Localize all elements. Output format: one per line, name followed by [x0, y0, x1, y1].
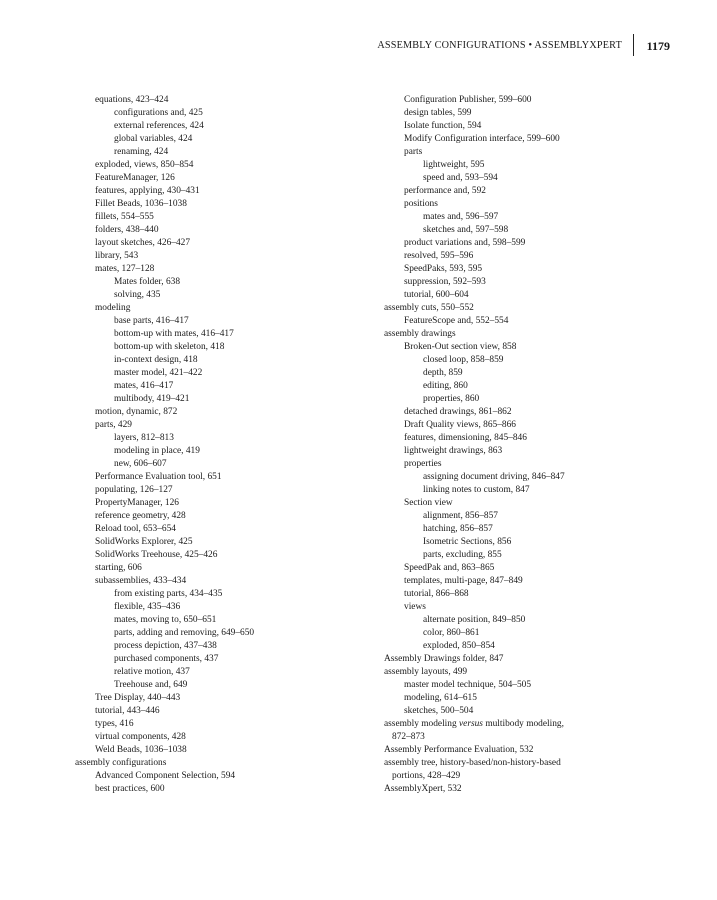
index-entry: flexible, 435–436	[114, 602, 181, 612]
index-entry: Configuration Publisher, 599–600	[404, 95, 532, 105]
index-entry: positions	[404, 199, 438, 209]
index-entry: base parts, 416–417	[114, 316, 189, 326]
index-entry: AssemblyXpert, 532	[384, 784, 462, 794]
index-entry: reference geometry, 428	[95, 511, 186, 521]
page-number: 1179	[646, 39, 670, 53]
index-entry: detached drawings, 861–862	[404, 407, 512, 417]
index-entry: layers, 812–813	[114, 433, 174, 443]
index-entry: speed and, 593–594	[423, 173, 498, 183]
index-entry: SpeedPak and, 863–865	[404, 563, 495, 573]
index-entry: motion, dynamic, 872	[95, 407, 178, 417]
index-entry: alternate position, 849–850	[423, 615, 526, 625]
index-entry: FeatureManager, 126	[95, 173, 175, 183]
index-entry: lightweight drawings, 863	[404, 446, 503, 456]
index-entry: assembly configurations	[75, 758, 167, 768]
index-entry: modeling in place, 419	[114, 446, 200, 456]
index-entry: Modify Configuration interface, 599–600	[404, 134, 560, 144]
index-entry: properties	[404, 459, 442, 469]
index-column-left	[75, 94, 375, 796]
index-entry: types, 416	[95, 719, 134, 729]
index-entry: design tables, 599	[404, 108, 472, 118]
index-entry: master model technique, 504–505	[404, 680, 532, 690]
index-entry: lightweight, 595	[423, 160, 485, 170]
index-entry: from existing parts, 434–435	[114, 589, 223, 599]
index-entry: SolidWorks Treehouse, 425–426	[95, 550, 218, 560]
index-entry: portions, 428–429	[392, 771, 461, 781]
index-entry: parts, excluding, 855	[423, 550, 502, 560]
index-entry: depth, 859	[423, 368, 463, 378]
index-entry: Isolate function, 594	[404, 121, 482, 131]
index-entry: Assembly Performance Evaluation, 532	[384, 745, 534, 755]
index-entry: purchased components, 437	[114, 654, 219, 664]
index-entry: exploded, views, 850–854	[95, 160, 194, 170]
index-entry: library, 543	[95, 251, 139, 261]
index-entry: assembly tree, history-based/non-history-based	[384, 758, 561, 768]
index-entry: Section view	[404, 498, 453, 508]
index-entry: starting, 606	[95, 563, 142, 573]
index-entry: modeling, 614–615	[404, 693, 477, 703]
index-entry: Broken-Out section view, 858	[404, 342, 517, 352]
index-entry: exploded, 850–854	[423, 641, 495, 651]
index-column-right	[384, 94, 684, 796]
index-entry: sketches and, 597–598	[423, 225, 509, 235]
index-entry: features, applying, 430–431	[95, 186, 200, 196]
index-entry: configurations and, 425	[114, 108, 203, 118]
index-entry: layout sketches, 426–427	[95, 238, 191, 248]
index-entry: mates, moving to, 650–651	[114, 615, 217, 625]
index-entry: master model, 421–422	[114, 368, 203, 378]
index-entry: resolved, 595–596	[404, 251, 474, 261]
index-entry: Mates folder, 638	[114, 277, 181, 287]
index-entry: Weld Beads, 1036–1038	[95, 745, 187, 755]
index-entry: tutorial, 600–604	[404, 290, 469, 300]
index-entry: assembly drawings	[384, 329, 456, 339]
index-entry: folders, 438–440	[95, 225, 159, 235]
index-entry-text: assembly modeling	[384, 719, 459, 729]
index-entry: views	[404, 602, 426, 612]
index-entry: modeling	[95, 303, 131, 313]
index-entry: parts, adding and removing, 649–650	[114, 628, 255, 638]
header-divider	[633, 34, 634, 56]
index-entry: process depiction, 437–438	[114, 641, 217, 651]
index-entry: virtual components, 428	[95, 732, 186, 742]
index-entry: bottom-up with skeleton, 418	[114, 342, 225, 352]
index-entry: hatching, 856–857	[423, 524, 493, 534]
index-entry: relative motion, 437	[114, 667, 190, 677]
index-entry: multibody, 419–421	[114, 394, 190, 404]
index-entry: mates and, 596–597	[423, 212, 499, 222]
running-header	[377, 39, 670, 56]
index-entry: global variables, 424	[114, 134, 193, 144]
index-entry: Performance Evaluation tool, 651	[95, 472, 222, 482]
index-entry: tutorial, 866–868	[404, 589, 469, 599]
index-entry: performance and, 592	[404, 186, 486, 196]
index-entry: SpeedPaks, 593, 595	[404, 264, 483, 274]
running-header-title: ASSEMBLY CONFIGURATIONS • ASSEMBLYXPERT	[377, 40, 622, 51]
index-entry: populating, 126–127	[95, 485, 173, 495]
index-entry: alignment, 856–857	[423, 511, 498, 521]
index-entry: 872–873	[392, 732, 425, 742]
index-entry: best practices, 600	[95, 784, 165, 794]
index-entry: Tree Display, 440–443	[95, 693, 181, 703]
index-entry: product variations and, 598–599	[404, 238, 526, 248]
index-entry: new, 606–607	[114, 459, 167, 469]
index-entry: linking notes to custom, 847	[423, 485, 530, 495]
index-entry: renaming, 424	[114, 147, 169, 157]
index-entry: parts, 429	[95, 420, 132, 430]
index-entry: Fillet Beads, 1036–1038	[95, 199, 187, 209]
index-entry: sketches, 500–504	[404, 706, 474, 716]
index-entry: in-context design, 418	[114, 355, 198, 365]
index-entry: Draft Quality views, 865–866	[404, 420, 516, 430]
index-entry: SolidWorks Explorer, 425	[95, 537, 193, 547]
index-entry: tutorial, 443–446	[95, 706, 160, 716]
index-entry: solving, 435	[114, 290, 161, 300]
index-entry: editing, 860	[423, 381, 468, 391]
index-entry: subassemblies, 433–434	[95, 576, 187, 586]
index-entry: parts	[404, 147, 423, 157]
index-entry: Reload tool, 653–654	[95, 524, 176, 534]
index-entry: Assembly Drawings folder, 847	[384, 654, 504, 664]
index-entry: templates, multi-page, 847–849	[404, 576, 523, 586]
index-entry	[384, 718, 684, 731]
index-entry: Isometric Sections, 856	[423, 537, 512, 547]
index-entry: properties, 860	[423, 394, 480, 404]
index-entry: suppression, 592–593	[404, 277, 486, 287]
index-entry: Treehouse and, 649	[114, 680, 188, 690]
index-entry: Advanced Component Selection, 594	[95, 771, 236, 781]
index-entry: closed loop, 858–859	[423, 355, 504, 365]
index-entry: mates, 416–417	[114, 381, 174, 391]
index-entry: equations, 423–424	[95, 95, 169, 105]
index-entry: assembly layouts, 499	[384, 667, 468, 677]
index-entry: assembly cuts, 550–552	[384, 303, 474, 313]
index-entry: assigning document driving, 846–847	[423, 472, 565, 482]
index-entry: PropertyManager, 126	[95, 498, 179, 508]
index-entry: FeatureScope and, 552–554	[404, 316, 509, 326]
index-entry: color, 860–861	[423, 628, 480, 638]
index-entry-text: multibody modeling,	[482, 719, 564, 729]
index-entry: fillets, 554–555	[95, 212, 154, 222]
index-entry: mates, 127–128	[95, 264, 155, 274]
index-entry: bottom-up with mates, 416–417	[114, 329, 234, 339]
index-entry-italic: versus	[459, 719, 483, 729]
index-entry: external references, 424	[114, 121, 204, 131]
index-entry: features, dimensioning, 845–846	[404, 433, 527, 443]
